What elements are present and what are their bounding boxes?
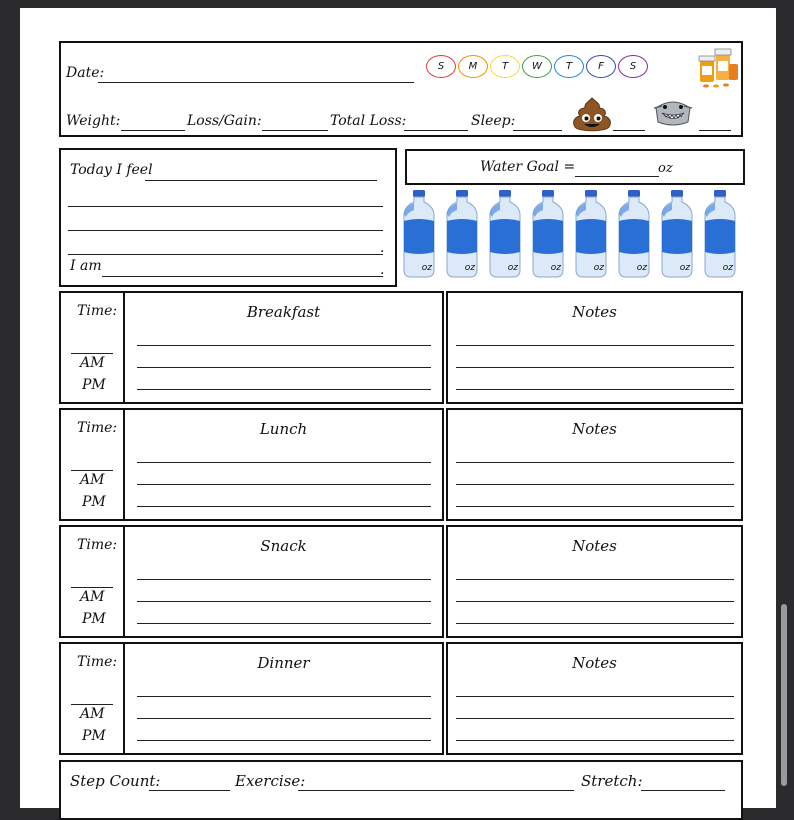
- meal-box: [59, 642, 444, 755]
- day-mon[interactable]: M: [458, 55, 488, 78]
- pm-label[interactable]: PM: [82, 377, 106, 393]
- loss-gain-line[interactable]: [262, 130, 328, 131]
- bottle-unit-label: oz: [636, 263, 647, 273]
- am-label[interactable]: AM: [80, 355, 105, 371]
- bottle-unit-label: oz: [593, 263, 604, 273]
- feel-line-2[interactable]: [68, 206, 383, 207]
- am-label[interactable]: AM: [80, 472, 105, 488]
- bottle-unit-label: oz: [550, 263, 561, 273]
- meal-line[interactable]: [137, 601, 431, 602]
- notes-line[interactable]: [456, 696, 734, 697]
- am-label[interactable]: AM: [80, 589, 105, 605]
- day-tue[interactable]: T: [490, 55, 520, 78]
- meal-box: [59, 525, 444, 638]
- water-bottle-icon[interactable]: [572, 190, 610, 279]
- meal-line[interactable]: [137, 367, 431, 368]
- meal-line[interactable]: [137, 623, 431, 624]
- bottle-unit-label: oz: [722, 263, 733, 273]
- notes-line[interactable]: [456, 462, 734, 463]
- meal-box: [59, 408, 444, 521]
- pill-bottles-icon: [696, 44, 740, 90]
- meal-line[interactable]: [137, 696, 431, 697]
- today-feel-label: Today I feel: [70, 162, 153, 178]
- total-loss-line[interactable]: [404, 130, 468, 131]
- time-line[interactable]: [71, 470, 113, 471]
- stretch-label: Stretch:: [581, 772, 643, 790]
- pm-label[interactable]: PM: [82, 494, 106, 510]
- meal-line[interactable]: [137, 579, 431, 580]
- notes-line[interactable]: [456, 601, 734, 602]
- time-label: Time:: [77, 420, 118, 436]
- weight-label: Weight:: [66, 113, 121, 129]
- day-thu[interactable]: T: [554, 55, 584, 78]
- time-label: Time:: [77, 303, 118, 319]
- planner-page: [20, 8, 776, 808]
- shark-line[interactable]: [699, 130, 731, 131]
- step-count-line[interactable]: [149, 790, 230, 791]
- meal-box: [59, 291, 444, 404]
- time-line[interactable]: [71, 353, 113, 354]
- notes-line[interactable]: [456, 367, 734, 368]
- bottle-unit-label: oz: [464, 263, 475, 273]
- sleep-label: Sleep:: [471, 113, 516, 129]
- date-label: Date:: [66, 65, 105, 81]
- loss-gain-label: Loss/Gain:: [187, 113, 262, 129]
- meal-line[interactable]: [137, 345, 431, 346]
- water-bottle-icon[interactable]: [443, 190, 481, 279]
- day-sat[interactable]: S: [618, 55, 648, 78]
- meal-line[interactable]: [137, 506, 431, 507]
- pm-label[interactable]: PM: [82, 611, 106, 627]
- shark-icon: [652, 96, 694, 130]
- feel-dot-2: .: [380, 262, 385, 278]
- bottle-unit-label: oz: [679, 263, 690, 273]
- feel-line-3[interactable]: [68, 230, 383, 231]
- stretch-line[interactable]: [641, 790, 725, 791]
- meal-line[interactable]: [137, 740, 431, 741]
- pm-label[interactable]: PM: [82, 728, 106, 744]
- water-bottle-icon[interactable]: [658, 190, 696, 279]
- bottle-unit-label: oz: [421, 263, 432, 273]
- notes-title: Notes: [572, 303, 617, 321]
- notes-line[interactable]: [456, 345, 734, 346]
- water-bottle-icon[interactable]: [701, 190, 739, 279]
- meal-line[interactable]: [137, 484, 431, 485]
- weekday-selector: [426, 55, 650, 78]
- am-label[interactable]: AM: [80, 706, 105, 722]
- meal-line[interactable]: [137, 462, 431, 463]
- water-bottle-icon[interactable]: [486, 190, 524, 279]
- notes-line[interactable]: [456, 623, 734, 624]
- notes-box: [446, 291, 743, 404]
- notes-box: [446, 642, 743, 755]
- feel-line-4[interactable]: [68, 254, 383, 255]
- today-feel-line[interactable]: [145, 180, 377, 181]
- notes-line[interactable]: [456, 484, 734, 485]
- poop-emoji-icon: [571, 96, 613, 134]
- notes-title: Notes: [572, 537, 617, 555]
- scrollbar[interactable]: [781, 604, 787, 786]
- notes-box: [446, 408, 743, 521]
- notes-line[interactable]: [456, 389, 734, 390]
- time-label: Time:: [77, 537, 118, 553]
- day-wed[interactable]: W: [522, 55, 552, 78]
- notes-line[interactable]: [456, 506, 734, 507]
- time-line[interactable]: [71, 704, 113, 705]
- feel-dot-1: .: [380, 240, 385, 256]
- step-count-label: Step Count:: [70, 772, 161, 790]
- water-goal-line[interactable]: [575, 176, 659, 177]
- meal-line[interactable]: [137, 718, 431, 719]
- water-goal-label: Water Goal =: [480, 159, 576, 175]
- water-bottle-icon[interactable]: [529, 190, 567, 279]
- water-goal-unit: oz: [658, 161, 673, 176]
- water-bottle-icon[interactable]: [400, 190, 438, 279]
- i-am-label: I am: [70, 258, 102, 274]
- notes-line[interactable]: [456, 740, 734, 741]
- weight-line[interactable]: [121, 130, 185, 131]
- notes-title: Notes: [572, 654, 617, 672]
- notes-title: Notes: [572, 420, 617, 438]
- sleep-line[interactable]: [513, 130, 562, 131]
- notes-line[interactable]: [456, 579, 734, 580]
- notes-box: [446, 525, 743, 638]
- meal-title: Dinner: [257, 654, 310, 672]
- time-label: Time:: [77, 654, 118, 670]
- meal-title: Snack: [260, 537, 307, 555]
- time-line[interactable]: [71, 587, 113, 588]
- day-fri[interactable]: F: [586, 55, 616, 78]
- meal-title: Lunch: [259, 420, 308, 438]
- day-sun[interactable]: S: [426, 55, 456, 78]
- i-am-line[interactable]: [102, 276, 383, 277]
- total-loss-label: Total Loss:: [330, 113, 407, 129]
- date-line[interactable]: [98, 82, 414, 83]
- exercise-line[interactable]: [298, 790, 574, 791]
- exercise-label: Exercise:: [235, 772, 306, 790]
- notes-line[interactable]: [456, 718, 734, 719]
- meal-title: Breakfast: [246, 303, 321, 321]
- water-bottle-icon[interactable]: [615, 190, 653, 279]
- poop-line[interactable]: [613, 130, 645, 131]
- meal-line[interactable]: [137, 389, 431, 390]
- bottle-unit-label: oz: [507, 263, 518, 273]
